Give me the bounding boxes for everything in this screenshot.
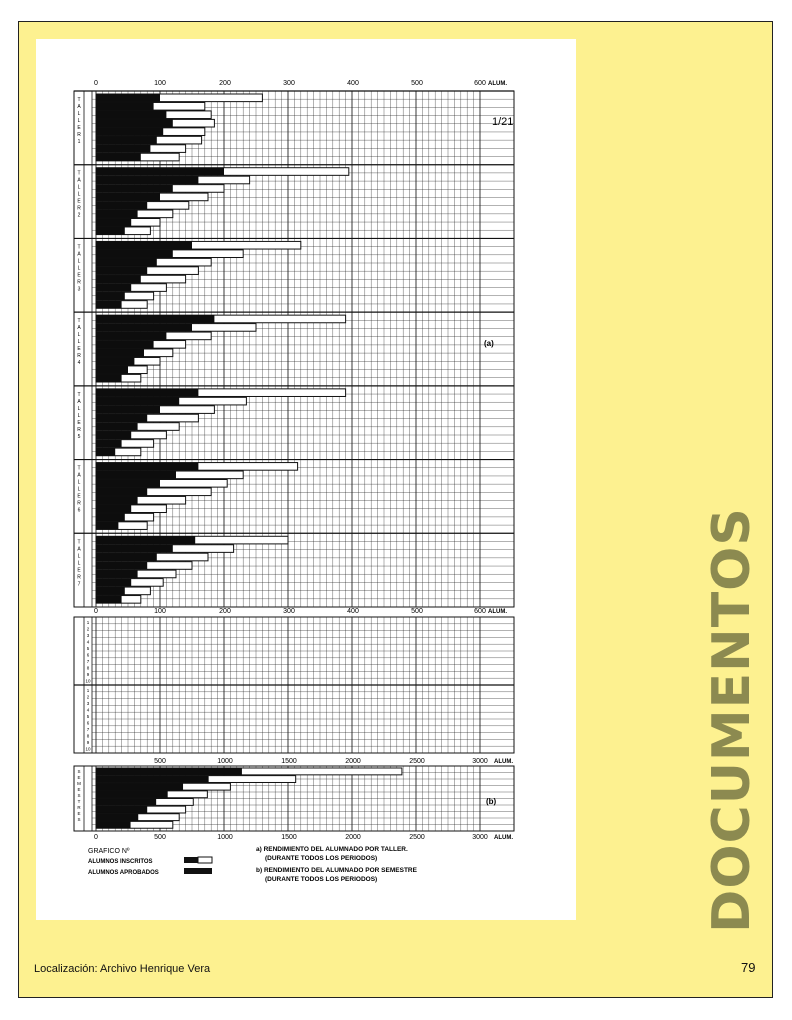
- footer-source: Localización: Archivo Henrique Vera: [34, 963, 211, 975]
- semester-label-letter: S: [77, 817, 81, 822]
- semester-label-letter: S: [77, 793, 81, 798]
- semester-number: 10: [85, 678, 91, 684]
- taller-label-letter: L: [77, 479, 81, 486]
- taller-label-letter: 5: [77, 433, 81, 440]
- taller-label-letter: E: [77, 493, 81, 500]
- bar-aprobados: [96, 553, 157, 561]
- taller-label-letter: L: [77, 560, 81, 567]
- taller-label-letter: R: [77, 353, 81, 360]
- caption-a-line1: a) RENDIMIENTO DEL ALUMNADO POR TALLER.: [256, 846, 408, 853]
- handwritten-annotation: 1/21: [492, 116, 514, 128]
- bar-aprobados: [96, 241, 192, 249]
- bar-aprobados: [96, 168, 224, 176]
- bar-aprobados: [96, 536, 195, 544]
- bar-aprobados: [96, 332, 166, 340]
- axis-a-bottom-tick: 0: [94, 608, 98, 615]
- bar-aprobados: [96, 176, 198, 184]
- bar-aprobados: [96, 366, 128, 374]
- axis-a-bottom-unit: ALUM.: [488, 609, 507, 615]
- bar-aprobados: [96, 219, 131, 227]
- axis-a-top-tick: 0: [94, 80, 98, 87]
- taller-label-letter: T: [77, 244, 81, 251]
- bar-semestre-aprobados: [96, 821, 131, 828]
- semester-label-letter: E: [77, 775, 81, 780]
- axis-a-bottom-tick: 100: [154, 608, 166, 615]
- semester-number: 6: [86, 652, 90, 658]
- axis-b-bottom-tick: 3000: [472, 834, 488, 841]
- semester-number: 8: [86, 665, 90, 671]
- taller-label-letter: T: [77, 170, 81, 177]
- axis-a-top-unit: ALUM.: [488, 81, 507, 87]
- axis-b-top-tick: 2500: [409, 758, 425, 765]
- semester-label-letter: T: [77, 799, 81, 804]
- legend-inscritos-swatch-outline: [198, 857, 212, 863]
- semester-number: 6: [86, 720, 90, 726]
- semester-number: 2: [86, 694, 90, 700]
- taller-label-letter: A: [77, 325, 81, 332]
- axis-b-bottom-tick: 1500: [281, 834, 297, 841]
- axis-b-bottom-tick: 2500: [409, 834, 425, 841]
- taller-label-letter: L: [77, 258, 81, 265]
- axis-a-top-tick: 300: [283, 80, 295, 87]
- semester-number: 1: [86, 620, 90, 625]
- part-a-label: (a): [484, 339, 494, 348]
- semester-number: 3: [86, 701, 90, 706]
- taller-label-letter: 4: [77, 360, 81, 367]
- taller-label-letter: 3: [77, 286, 81, 293]
- taller-label-letter: R: [77, 205, 81, 212]
- taller-label-letter: 1: [77, 139, 81, 145]
- taller-label-letter: L: [77, 332, 81, 339]
- bar-aprobados: [96, 210, 138, 218]
- axis-b-top-tick: 3000: [472, 758, 488, 765]
- legend-inscritos-swatch: [184, 857, 198, 863]
- taller-label-letter: L: [77, 486, 81, 493]
- bar-aprobados: [96, 389, 198, 397]
- taller-label-letter: R: [77, 500, 81, 507]
- bar-aprobados: [96, 440, 122, 448]
- taller-label-letter: R: [77, 279, 81, 286]
- enrollment-chart: [36, 39, 576, 920]
- part-b-label: (b): [486, 797, 497, 806]
- axis-b-top-tick: 500: [154, 758, 166, 765]
- bar-aprobados: [96, 374, 122, 382]
- taller-label-letter: T: [77, 318, 81, 325]
- taller-label-letter: T: [77, 539, 81, 546]
- axis-a-bottom-tick: 300: [283, 608, 295, 615]
- taller-label-letter: T: [77, 465, 81, 472]
- axis-b-top-tick: 1500: [281, 758, 297, 765]
- bar-aprobados: [96, 406, 160, 414]
- axis-b-top-tick: 1000: [217, 758, 233, 765]
- semester-number: 2: [86, 626, 90, 632]
- taller-label-letter: L: [77, 553, 81, 560]
- taller-label-letter: 2: [77, 212, 81, 219]
- bar-aprobados: [96, 202, 147, 210]
- bar-semestre-aprobados: [96, 791, 168, 798]
- bar-aprobados: [96, 480, 160, 488]
- semester-number: 7: [86, 727, 90, 732]
- taller-label-letter: L: [77, 118, 81, 124]
- bar-aprobados: [96, 423, 138, 431]
- scanned-document: [36, 39, 576, 920]
- semester-number: 9: [86, 740, 90, 745]
- bar-semestre-aprobados: [96, 768, 242, 775]
- bar-aprobados: [96, 522, 118, 530]
- semester-number: 3: [86, 633, 90, 638]
- axis-a-bottom-tick: 400: [347, 608, 359, 615]
- bar-aprobados: [96, 136, 157, 144]
- taller-label-letter: L: [77, 412, 81, 419]
- taller-label-letter: T: [77, 391, 81, 398]
- semester-label-letter: M: [77, 781, 81, 786]
- semester-number: 7: [86, 659, 90, 664]
- semester-number: 8: [86, 733, 90, 739]
- bar-semestre-aprobados: [96, 776, 209, 783]
- bar-aprobados: [96, 275, 141, 283]
- bar-aprobados: [96, 545, 173, 553]
- bar-aprobados: [96, 570, 138, 578]
- bar-aprobados: [96, 102, 154, 110]
- axis-b-top-unit: ALUM.: [494, 759, 513, 765]
- bar-aprobados: [96, 284, 131, 292]
- legend-aprobados-swatch: [184, 868, 212, 874]
- section-title: DOCUMENTOS: [702, 507, 762, 933]
- bar-aprobados: [96, 579, 131, 587]
- axis-b-bottom-tick: 1000: [217, 834, 233, 841]
- semester-number: 9: [86, 672, 90, 677]
- bar-aprobados: [96, 153, 141, 161]
- taller-label-letter: A: [77, 177, 81, 184]
- axis-b-bottom-unit: ALUM.: [494, 835, 513, 841]
- bar-aprobados: [96, 349, 144, 357]
- bar-aprobados: [96, 562, 147, 570]
- bar-aprobados: [96, 463, 198, 471]
- bar-aprobados: [96, 341, 154, 349]
- bar-aprobados: [96, 488, 147, 496]
- taller-label-letter: R: [77, 574, 81, 581]
- caption-b-line2: (DURANTE TODOS LOS PERIODOS): [265, 876, 378, 883]
- axis-b-bottom-tick: 0: [94, 834, 98, 841]
- taller-label-letter: E: [77, 346, 81, 353]
- bar-semestre-aprobados: [96, 783, 183, 790]
- taller-label-letter: R: [77, 132, 81, 138]
- bar-aprobados: [96, 596, 122, 604]
- taller-label-letter: L: [77, 339, 81, 346]
- caption-a-line2: (DURANTE TODOS LOS PERIODOS): [265, 855, 378, 862]
- taller-label-letter: E: [77, 125, 81, 131]
- semester-number: 4: [86, 707, 90, 713]
- bar-aprobados: [96, 397, 179, 405]
- legend-inscritos-label: ALUMNOS INSCRITOS: [88, 859, 153, 865]
- page-number: 79: [741, 960, 756, 975]
- taller-label-letter: A: [77, 472, 81, 479]
- bar-aprobados: [96, 324, 192, 332]
- bar-aprobados: [96, 250, 173, 258]
- axis-a-top-tick: 500: [411, 80, 423, 87]
- semester-number: 5: [86, 646, 90, 651]
- legend-aprobados-label: ALUMNOS APROBADOS: [88, 870, 159, 876]
- bar-aprobados: [96, 94, 160, 102]
- bar-aprobados: [96, 505, 131, 513]
- taller-label-letter: A: [77, 251, 81, 258]
- taller-label-letter: E: [77, 198, 81, 205]
- taller-label-letter: A: [77, 546, 81, 553]
- bar-aprobados: [96, 227, 125, 235]
- axis-a-bottom-tick: 600: [474, 608, 486, 615]
- taller-label-letter: E: [77, 419, 81, 426]
- bar-aprobados: [96, 128, 163, 136]
- taller-label-letter: L: [77, 265, 81, 272]
- bar-semestre-aprobados: [96, 799, 156, 806]
- axis-a-top-tick: 200: [219, 80, 231, 87]
- bar-aprobados: [96, 357, 134, 365]
- bar-semestre-aprobados: [96, 806, 147, 813]
- bar-aprobados: [96, 315, 214, 323]
- taller-label-letter: L: [77, 184, 81, 191]
- bar-aprobados: [96, 185, 173, 193]
- bar-aprobados: [96, 145, 150, 153]
- semester-label-letter: E: [77, 811, 81, 816]
- taller-label-letter: L: [77, 191, 81, 198]
- bar-aprobados: [96, 119, 173, 127]
- taller-label-letter: A: [77, 104, 81, 110]
- bar-aprobados: [96, 431, 131, 439]
- bar-semestre-aprobados: [96, 814, 138, 821]
- semester-label-letter: E: [77, 787, 81, 792]
- axis-a-bottom-tick: 200: [219, 608, 231, 615]
- semester-number: 4: [86, 639, 90, 645]
- taller-label-letter: 7: [77, 581, 81, 588]
- bar-aprobados: [96, 414, 147, 422]
- bar-aprobados: [96, 301, 122, 309]
- axis-a-top-tick: 100: [154, 80, 166, 87]
- bar-aprobados: [96, 267, 147, 275]
- bar-aprobados: [96, 471, 176, 479]
- semester-label-letter: S: [77, 769, 81, 774]
- taller-label-letter: E: [77, 567, 81, 574]
- bar-aprobados: [96, 193, 160, 201]
- axis-b-top-tick: 2000: [345, 758, 361, 765]
- taller-label-letter: E: [77, 272, 81, 279]
- semester-number: 5: [86, 714, 90, 719]
- axis-a-top-tick: 400: [347, 80, 359, 87]
- bar-aprobados: [96, 111, 166, 119]
- axis-b-bottom-tick: 500: [154, 834, 166, 841]
- axis-a-bottom-tick: 500: [411, 608, 423, 615]
- bar-aprobados: [96, 258, 157, 266]
- taller-label-letter: R: [77, 426, 81, 433]
- taller-label-letter: A: [77, 398, 81, 405]
- bar-aprobados: [96, 448, 115, 456]
- bar-aprobados: [96, 587, 125, 595]
- bar-aprobados: [96, 292, 125, 300]
- legend-title: GRAFICO Nº: [88, 848, 130, 855]
- axis-b-bottom-tick: 2000: [345, 834, 361, 841]
- semester-number: 10: [85, 746, 91, 752]
- semester-number: 1: [86, 688, 90, 693]
- taller-label-letter: L: [77, 405, 81, 412]
- taller-label-letter: 6: [77, 507, 81, 514]
- axis-a-top-tick: 600: [474, 80, 486, 87]
- taller-label-letter: T: [77, 97, 81, 103]
- bar-aprobados: [96, 513, 125, 521]
- bar-aprobados: [96, 496, 138, 504]
- taller-label-letter: L: [77, 111, 81, 117]
- caption-b-line1: b) RENDIMIENTO DEL ALUMNADO POR SEMESTRE: [256, 867, 417, 874]
- semester-label-letter: R: [77, 805, 81, 810]
